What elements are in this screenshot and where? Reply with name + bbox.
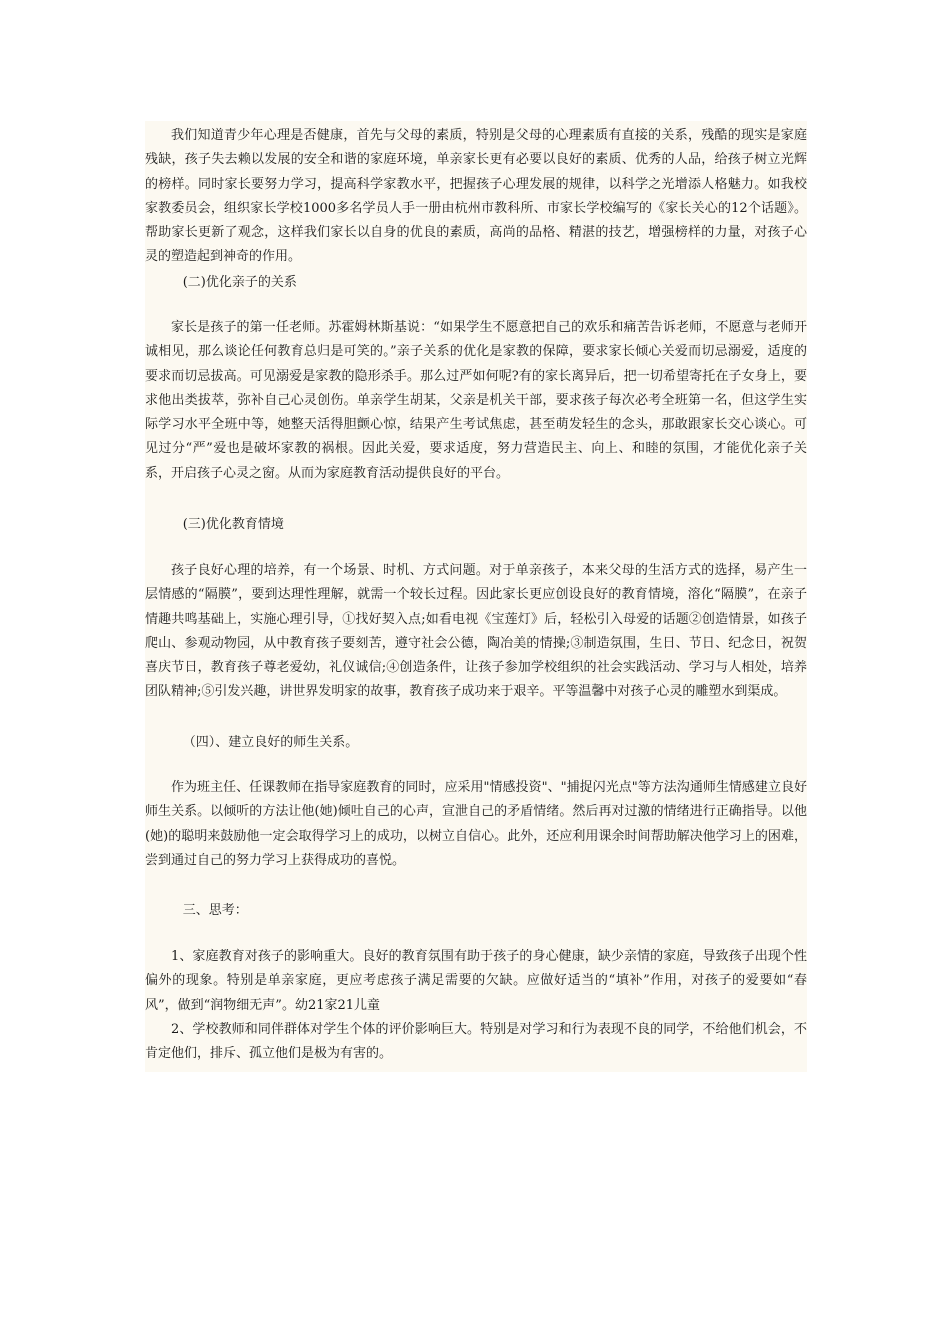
section-heading-education-context: (三)优化教育情境 — [182, 517, 284, 532]
paragraph-reflection-2: 2、学校教师和同伴群体对学生个体的评价影响巨大。特别是对学习和行为表现不良的同学，不给他们机会，不肯定他们，排斥、孤立他们是极为有害的。 — [145, 1022, 807, 1062]
section-heading-reflection: 三、思考： — [182, 903, 248, 918]
section-heading-parent-child: (二)优化亲子的关系 — [182, 275, 297, 290]
paragraph-teacher-student: 作为班主任、任课教师在指导家庭教育的同时，应采用"情感投资"、"捕捉闪光点"等方法沟通师生情感建立良好师生关系。以倾听的方法让他(她)倾吐自己的心声，宣泄自己的矛盾情绪。然后再对过激的情绪进行正确指导。以他(她)的聪明来鼓励他一定会取得学习上的成功，以树立自信心。此外，还应利用课余时间帮助解决他学习上的困难，尝到通过自己的努力学习上获得成功的喜悦。 — [145, 780, 807, 868]
section-heading-teacher-student: （四）、建立良好的师生关系。 — [182, 735, 359, 750]
paragraph-parent-child-relationship: 家长是孩子的第一任老师。苏霍姆林斯基说：“如果学生不愿意把自己的欢乐和痛苦告诉老师，不愿意与老师开诚相见，那么谈论任何教育总归是可笑的。”亲子关系的优化是家教的保障，要求家长倾心关爱而切忌溺爱，适度的要求而切忌拔高。可见溺爱是家教的隐形杀手。那么过严如何呢?有的家长离异后，把一切希望寄托在子女身上，要求他出类拔萃，弥补自己心灵创伤。单亲学生胡某，父亲是机关干部，要求孩子每次必考全班第一名，但这学生实际学习水平全班中等，她整天活得胆颤心惊，结果产生考试焦虑，甚至萌发轻生的念头，那敢跟家长交心谈心。可见过分“严”爱也是破坏家教的祸根。因此关爱，要求适度，努力营造民主、向上、和睦的氛围，才能优化亲子关系，开启孩子心灵之窗。从而为家庭教育活动提供良好的平台。 — [145, 320, 807, 481]
paragraph-role-model: 我们知道青少年心理是否健康，首先与父母的素质，特别是父母的心理素质有直接的关系，残酷的现实是家庭残缺，孩子失去赖以发展的安全和谐的家庭环境，单亲家长更有必要以良好的素质、优秀的人品，给孩子树立光辉的榜样。同时家长要努力学习，提高科学家教水平，把握孩子心理发展的规律，以科学之光增添人格魅力。如我校家教委员会，组织家长学校1000多名学员人手一册由杭州市教科所、市家长学校编写的《家长关心的12个话题》。帮助家长更新了观念，这样我们家长以自身的优良的素质，高尚的品格、精湛的技艺，增强榜样的力量，对孩子心灵的塑造起到神奇的作用。 — [145, 128, 807, 265]
paragraph-education-context: 孩子良好心理的培养，有一个场景、时机、方式问题。对于单亲孩子，本来父母的生活方式的选择，易产生一层情感的“隔膜”，要到达理性理解，就需一个较长过程。因此家长更应创设良好的教育情境，溶化“隔膜”，在亲子情趣共鸣基础上，实施心理引导，①找好契入点;如看电视《宝莲灯》后，轻松引入母爱的话题②创造情景，如孩子爬山、参观动物园，从中教育孩子要刻苦，遵守社会公德，陶冶美的情操;③制造氛围，生日、节日、纪念日，祝贺喜庆节日，教育孩子尊老爱幼，礼仪诚信;④创造条件，让孩子参加学校组织的社会实践活动、学习与人相处，培养团队精神;⑤引发兴趣，讲世界发明家的故事，教育孩子成功来于艰辛。平等温馨中对孩子心灵的雕塑水到渠成。 — [145, 563, 807, 700]
document-body — [145, 121, 807, 1072]
paragraph-reflection-1: 1、家庭教育对孩子的影响重大。良好的教育氛围有助于孩子的身心健康，缺少亲情的家庭，导致孩子出现个性偏外的现象。特别是单亲家庭，更应考虑孩子满足需要的欠缺。应做好适当的“填补”作用，对孩子的爱要如“春风”，做到“润物细无声”。幼21家21儿童 — [145, 949, 807, 1013]
